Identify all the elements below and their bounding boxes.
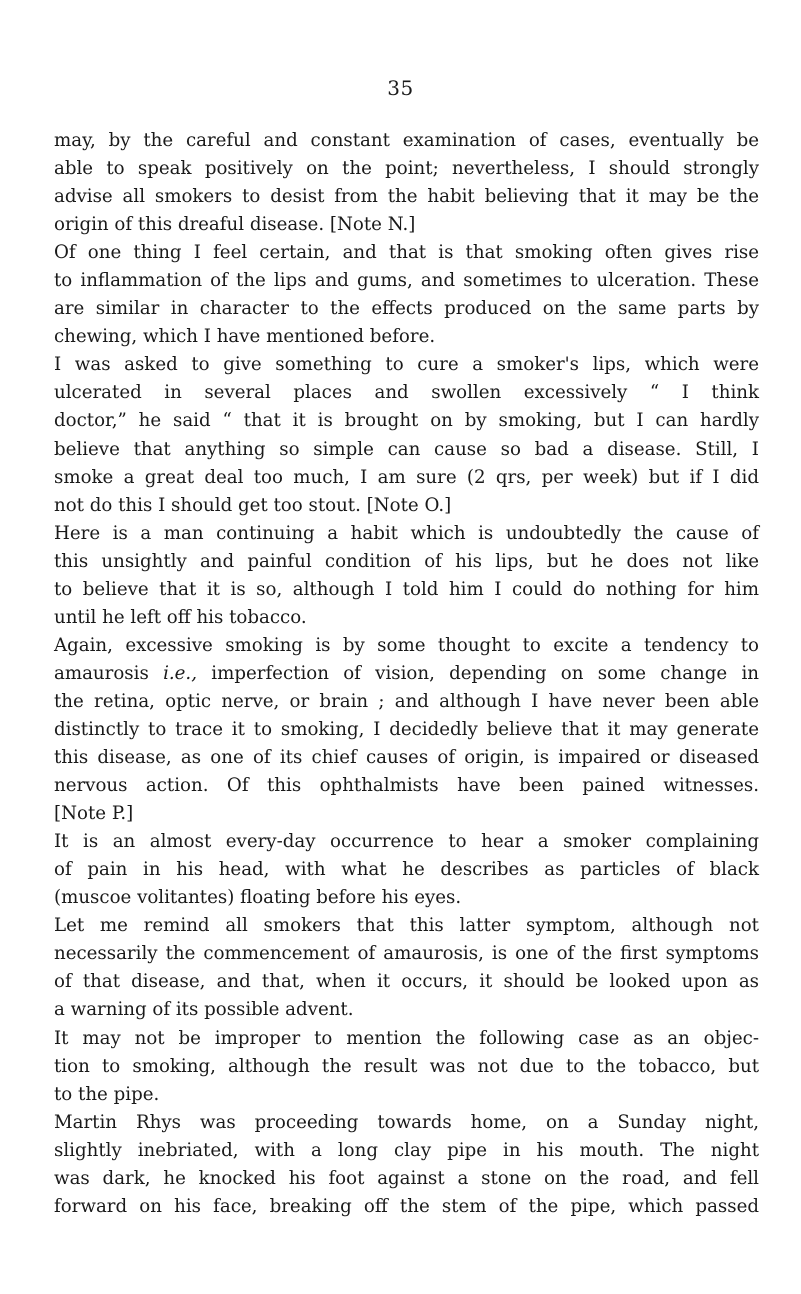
text-line: this disease, as one of its chief causes of origin, is impaired or diseased: [54, 747, 759, 769]
text-line: Here is a man continuing a habit which is undoubtedly the cause of: [54, 522, 759, 544]
text-line: distinctly to trace it to smoking, I decidedly believe that it may generate: [54, 718, 759, 740]
text-line: to the pipe.: [54, 1083, 160, 1105]
text-line: forward on his face, breaking off the stem of the pipe, which passed: [54, 1195, 759, 1217]
text-line: not do this I should get too stout. [Note O.]: [54, 494, 452, 516]
text-line: ulcerated in several places and swollen excessively “ I think: [54, 382, 759, 404]
text-line: It is an almost every-day occurrence to hear a smoker complaining: [54, 831, 759, 853]
page-number: 35: [387, 76, 414, 100]
text-line: origin of this dreaful disease. [Note N.]: [54, 214, 416, 236]
text-line: doctor,” he said “ that it is brought on by smoking, but I can hardly: [54, 410, 759, 432]
text-line: Again, excessive smoking is by some thought to excite a tendency to: [54, 634, 759, 656]
text-line: tion to smoking, although the result was not due to the tobacco, but: [54, 1055, 759, 1077]
text-line: I was asked to give something to cure a smoker's lips, which were: [54, 354, 759, 376]
text-line: amaurosis i.e., imperfection of vision, depending on some change in: [54, 662, 759, 684]
text-line: a warning of its possible advent.: [54, 999, 354, 1021]
text-line: are similar in character to the effects produced on the same parts by: [54, 298, 759, 320]
text-line: [Note P.]: [54, 803, 134, 825]
text-line: to believe that it is so, although I told him I could do nothing for him: [54, 578, 759, 600]
text-line: (muscoe volitantes) floating before his eyes.: [54, 887, 462, 909]
text-line: slightly inebriated, with a long clay pipe in his mouth. The night: [54, 1139, 759, 1161]
text-line: the retina, optic nerve, or brain ; and although I have never been able: [54, 690, 759, 712]
text-line: smoke a great deal too much, I am sure (2 qrs, per week) but if I did: [54, 466, 759, 488]
text-line: until he left off his tobacco.: [54, 606, 307, 628]
text-line: able to speak positively on the point; nevertheless, I should strongly: [54, 158, 759, 180]
text-line: of that disease, and that, when it occurs, it should be looked upon as: [54, 971, 759, 993]
text-line: nervous action. Of this ophthalmists have been pained witnesses.: [54, 775, 759, 797]
text-line: this unsightly and painful condition of his lips, but he does not like: [54, 550, 759, 572]
text-line: chewing, which I have mentioned before.: [54, 326, 436, 348]
text-line: Let me remind all smokers that this latter symptom, although not: [54, 915, 759, 937]
text-line: advise all smokers to desist from the habit believing that it may be the: [54, 186, 759, 208]
text-line: It may not be improper to mention the following case as an objec-: [54, 1027, 759, 1049]
text-line: may, by the careful and constant examination of cases, eventually be: [54, 130, 759, 151]
text-line: necessarily the commencement of amaurosis, is one of the first symptoms: [54, 943, 759, 965]
body-text: [54, 127, 759, 1221]
text-line: of pain in his head, with what he describes as particles of black: [54, 859, 759, 881]
text-line: to inflammation of the lips and gums, and sometimes to ulceration. These: [54, 270, 759, 292]
text-line: Of one thing I feel certain, and that is that smoking often gives rise: [54, 242, 759, 264]
text-line: was dark, he knocked his foot against a stone on the road, and fell: [54, 1167, 759, 1189]
text-line: believe that anything so simple can cause so bad a disease. Still, I: [54, 438, 759, 460]
text-line: Martin Rhys was proceeding towards home, on a Sunday night,: [54, 1111, 759, 1133]
